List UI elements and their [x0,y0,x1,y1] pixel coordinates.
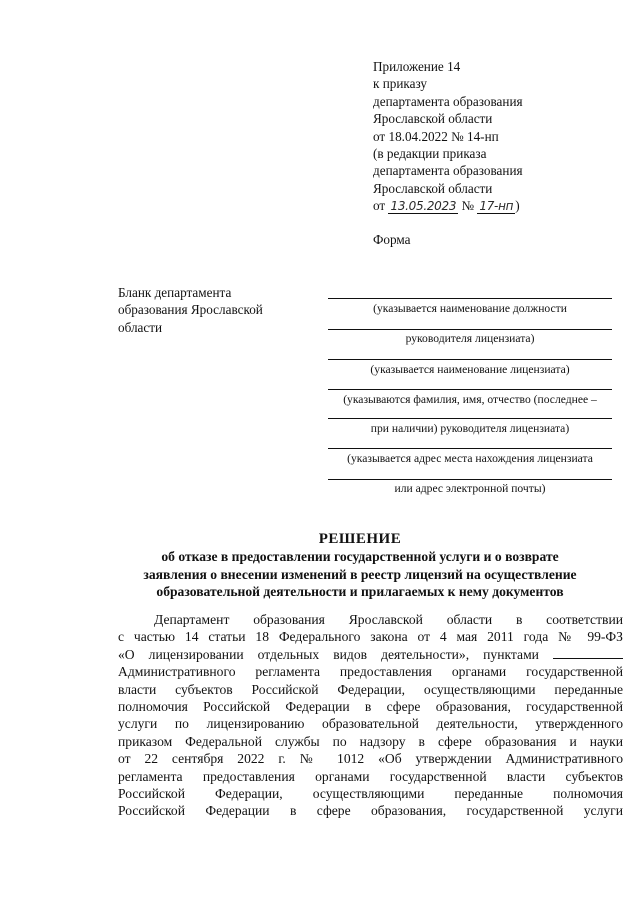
body-line: Российской Федерации, осуществляющими переданные полномочия [118,786,623,802]
appendix-line: к приказу [373,76,427,92]
appendix-line: от 18.04.2022 № 14-нп [373,128,499,144]
body-line-text: «О лицензировании отдельных видов деятельности», пунктами [118,646,539,662]
form-label: Форма [373,232,411,247]
page-title: РЕШЕНИЕ [318,531,402,547]
blank-line [328,448,612,449]
handwritten-number: 17-нп [479,199,514,214]
blank-line [328,359,612,360]
body-line: регламента предоставления органами государственной власти субъектов [118,768,623,784]
body-line: приказом Федеральной службы по надзору в сфере образования и науки [118,733,623,749]
field-hint: или адрес электронной почты) [394,482,546,495]
body-line [118,646,623,663]
decision-body [118,611,623,820]
appendix-line: департамента образования [373,163,523,179]
appendix-line: Ярославской области [373,180,493,196]
amendment-date-line [373,197,623,215]
closing-paren: ) [515,198,520,214]
body-line: услуги по лицензированию образовательной деятельности, утвержденного [118,716,623,732]
blank-fill [553,648,623,659]
field-hint: руководителя лицензиата) [405,332,535,345]
blank-line [328,389,612,390]
field-hint: при наличии) руководителя лицензиата) [370,422,570,435]
blank-line [328,298,612,299]
handwritten-date: 13.05.2023 [390,199,457,214]
field-hint: (указывается наименование лицензиата) [370,363,570,376]
field-hint: (указывается наименование должности [373,302,567,315]
decision-title [80,530,640,601]
body-line: от 22 сентября 2022 г. № 1012 «Об утверждении Административного [118,751,623,767]
blank-line [328,329,612,330]
body-line: Административного регламента предоставления органами государственной [118,664,623,680]
appendix-line: департамента образования [373,93,523,109]
letterhead-block [118,284,318,336]
title-subtitle-line: заявления о внесении изменений в реестр лицензий на осуществление [143,566,577,582]
letterhead-line: области [118,319,163,335]
body-line: с частью 14 статьи 18 Федерального закона от 4 мая 2011 года № 99-ФЗ [118,629,623,645]
body-line: Департамент образования Ярославской области в соответствии [154,612,623,627]
body-line: власти субъектов Российской Федерации, осуществляющими переданные [118,681,623,697]
appendix-line: Приложение 14 [373,59,461,74]
appendix-line: Ярославской области [373,111,493,127]
letterhead-line: образования Ярославской [118,302,263,318]
title-subtitle-line: образовательной деятельности и прилагаемых к нему документов [156,584,564,600]
title-subtitle-line: об отказе в предоставлении государственной услуги и о возврате [161,549,559,564]
amendment-prefix: от [373,198,386,214]
letterhead-line: Бланк департамента [118,285,232,300]
number-sign: № [461,198,475,214]
blank-line [328,479,612,480]
body-line: полномочия Российской Федерации в сфере образования, государственной [118,699,623,715]
body-line: Российской Федерации в сфере образования, государственной услуги [118,803,623,819]
field-hint: (указывается адрес места нахождения лицензиата [347,452,593,465]
blank-line [328,418,612,419]
appendix-line: (в редакции приказа [373,146,487,162]
field-hint: (указываются фамилия, имя, отчество (последнее – [343,393,597,406]
appendix-header [373,58,623,216]
